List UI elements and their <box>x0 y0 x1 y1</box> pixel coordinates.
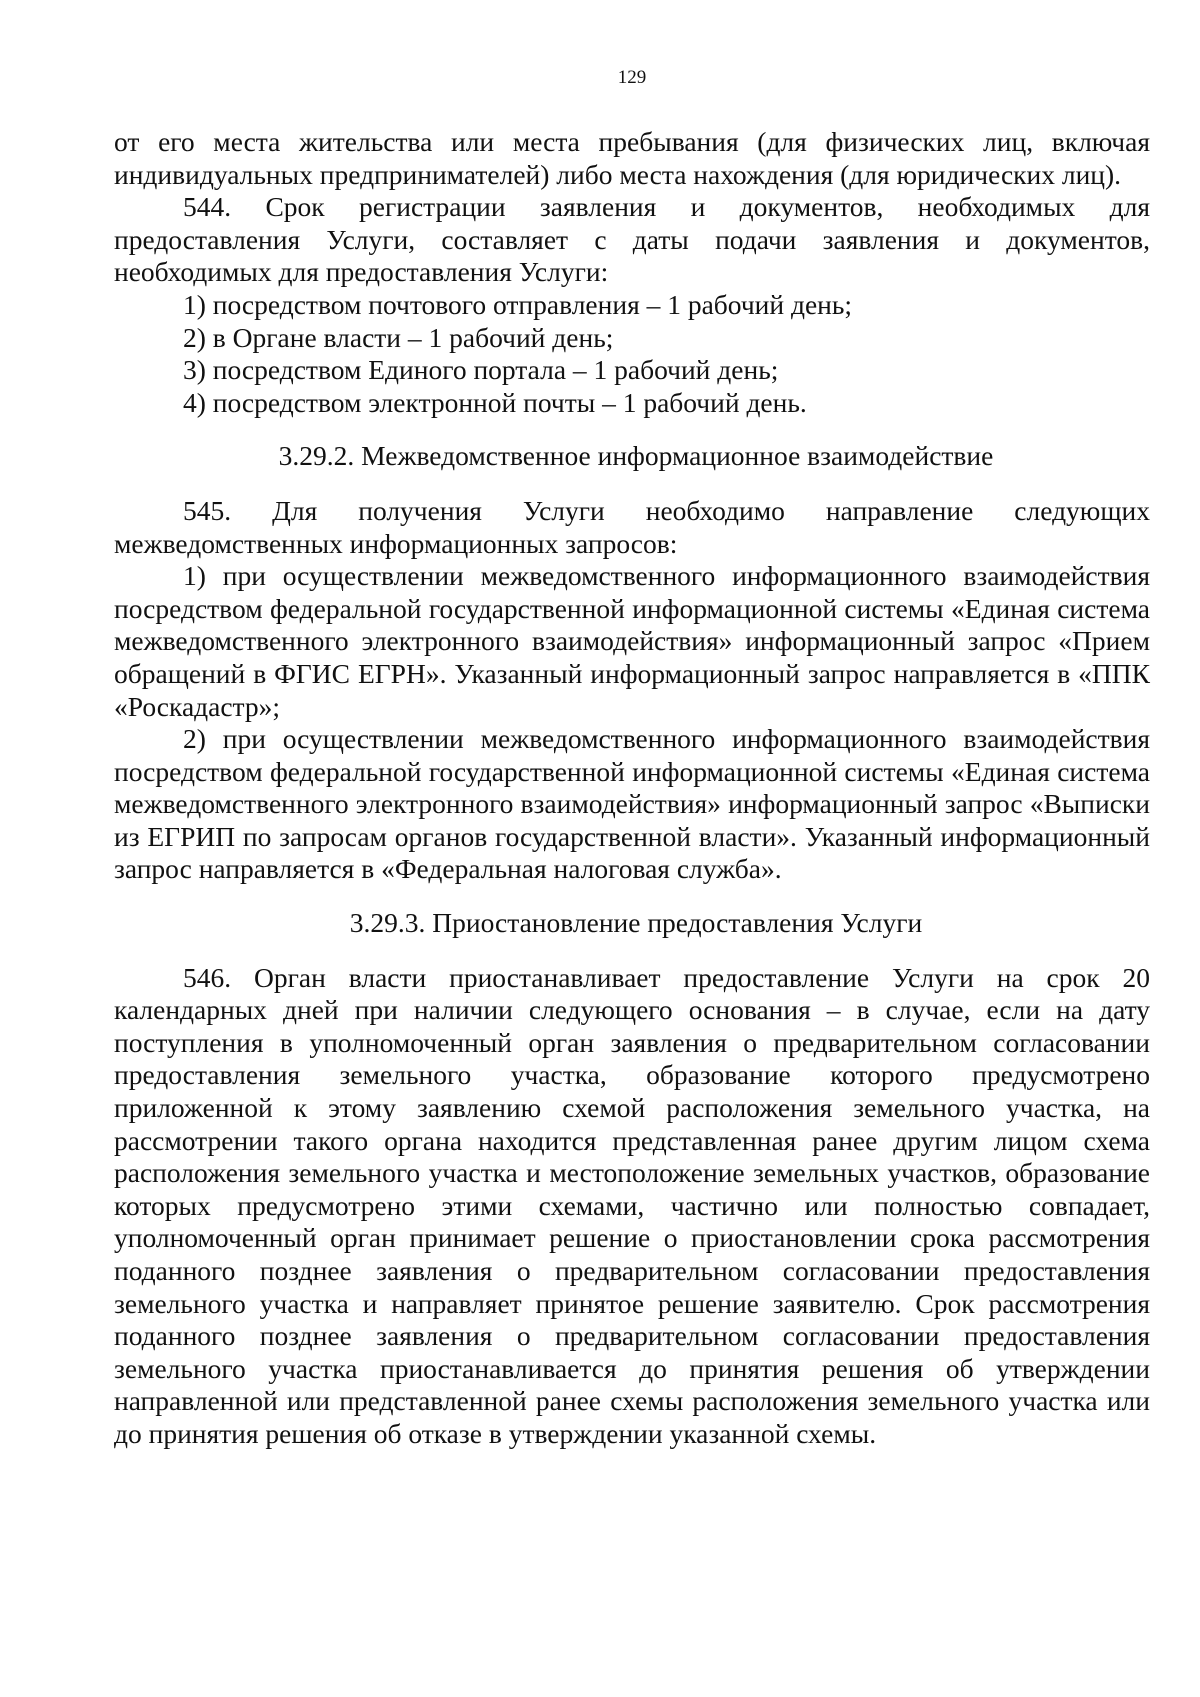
page-number: 129 <box>617 67 647 88</box>
paragraph-544: 544. Срок регистрации заявления и документов, необходимых для предоставления Услуги, составляет с даты подачи заявления и документов, необходимых для предоставления Услуги: <box>114 191 1150 288</box>
list-item-544-4: 4) посредством электронной почты – 1 рабочий день. <box>183 386 807 418</box>
list-item-544-1: 1) посредством почтового отправления – 1 рабочий день; <box>183 288 853 320</box>
section-heading-3-29-2: 3.29.2. Межведомственное информационное взаимодействие <box>278 440 994 472</box>
list-item-545-1: 1) при осуществлении межведомственного информационного взаимодействия посредством федеральной государственной информационной системы «Единая система межведомственного электронного взаимодействия» информационный запрос «Прием обращений в ФГИС ЕГРН». Указанный информационный запрос направляется в «ППК «Роскадастр»; <box>114 560 1150 722</box>
section-heading-3-29-3: 3.29.3. Приостановление предоставления Услуги <box>349 907 923 939</box>
list-item-544-3: 3) посредством Единого портала – 1 рабочий день; <box>183 354 779 386</box>
document-page <box>114 64 1150 1451</box>
paragraph-546: 546. Орган власти приостанавливает предоставление Услуги на срок 20 календарных дней при наличии следующего основания – в случае, если на дату поступления в уполномоченный орган заявления о предварительном согласовании предоставления земельного участка, образование которого предусмотрено приложенной к этому заявлению схемой расположения земельного участка, на рассмотрении такого органа находится представленная ранее другим лицом схема расположения земельного участка и местоположение земельных участков, образование которых предусмотрено этими схемами, частично или полностью совпадает, уполномоченный орган принимает решение о приостановлении срока рассмотрения поданного позднее заявления о предварительном согласовании предоставления земельного участка и направляет принятое решение заявителю. Срок рассмотрения поданного позднее заявления о предварительном согласовании предоставления земельного участка приостанавливается до принятия решения об утверждении направленной или представленной ранее схемы расположения земельного участка или до принятия решения об отказе в утверждении указанной схемы. <box>114 961 1150 1449</box>
list-item-544-2: 2) в Органе власти – 1 рабочий день; <box>183 321 614 353</box>
list-item-545-2: 2) при осуществлении межведомственного информационного взаимодействия посредством федеральной государственной информационной системы «Единая система межведомственного электронного взаимодействия» информационный запрос «Выписки из ЕГРИП по запросам органов государственной власти». Указанный информационный запрос направляется в «Федеральная налоговая служба». <box>114 723 1150 885</box>
paragraph-545: 545. Для получения Услуги необходимо направление следующих межведомственных информационных запросов: <box>114 494 1150 559</box>
paragraph-continuation: от его места жительства или места пребывания (для физических лиц, включая индивидуальных предпринимателей) либо места нахождения (для юридических лиц). <box>114 126 1150 190</box>
